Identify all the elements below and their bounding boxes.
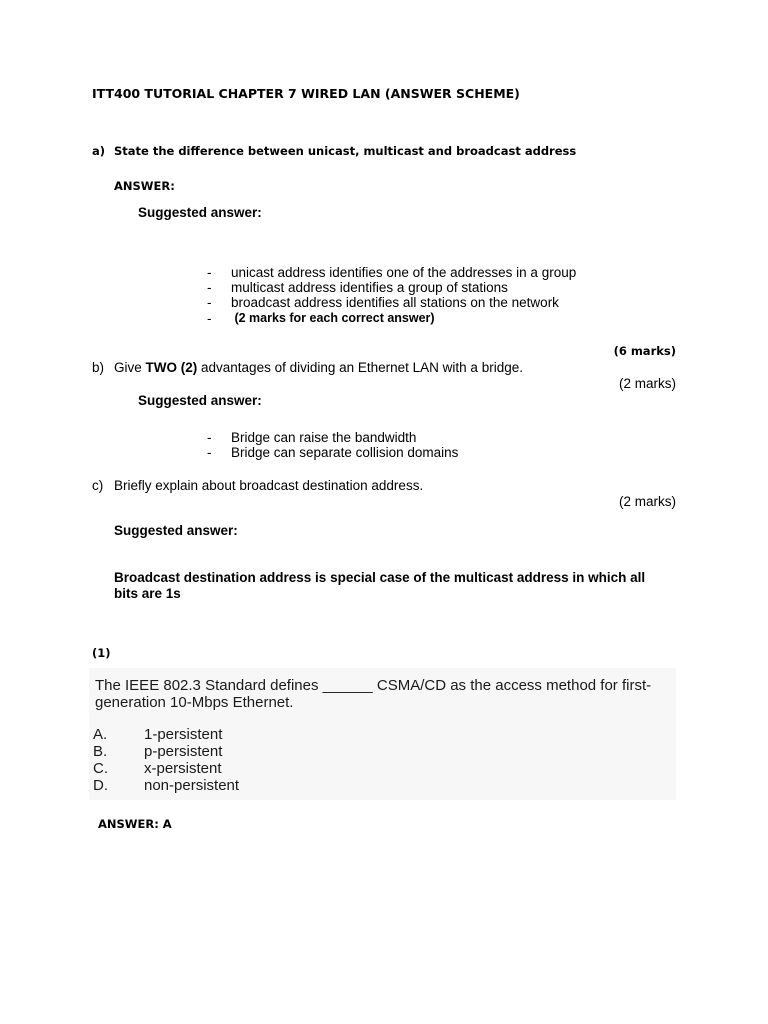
list-item: Bridge can raise the bandwidth (231, 430, 417, 445)
option-letter: D. (93, 777, 108, 794)
bullet-dash: - (207, 295, 212, 310)
option-text: x-persistent (144, 760, 222, 777)
answer-label: ANSWER: (114, 179, 175, 193)
option-text: non-persistent (144, 777, 240, 794)
list-item: multicast address identifies a group of stations (231, 280, 508, 295)
question-a-label: a) (92, 144, 106, 158)
marks-b: (2 marks) (619, 376, 676, 391)
suggested-answer-b: Suggested answer: (138, 393, 262, 408)
option-letter: B. (93, 743, 108, 760)
mcq-scanned-image (89, 668, 676, 800)
option-letter: C. (93, 760, 108, 777)
list-item: broadcast address identifies all stations on the network (231, 295, 559, 310)
mcq-answer: ANSWER: A (98, 817, 172, 831)
option-text: 1-persistent (144, 726, 223, 743)
question-b-label: b) (92, 360, 105, 375)
bullet-dash: - (207, 430, 212, 445)
suggested-answer-c: Suggested answer: (114, 523, 238, 538)
bullet-dash: - (207, 265, 212, 280)
marks-c: (2 marks) (619, 494, 676, 509)
list-item: Bridge can separate collision domains (231, 445, 459, 460)
answer-c-line-2: bits are 1s (114, 586, 181, 601)
bullet-dash: - (207, 445, 212, 460)
list-item: (2 marks for each correct answer) (231, 311, 435, 325)
option-text: p-persistent (144, 743, 223, 760)
list-item: unicast address identifies one of the addresses in a group (231, 265, 577, 280)
question-a-text: State the difference between unicast, multicast and broadcast address (114, 144, 577, 158)
option-letter: A. (93, 726, 108, 743)
page-title: ITT400 TUTORIAL CHAPTER 7 WIRED LAN (ANSWER SCHEME) (92, 86, 520, 101)
question-c-label: c) (92, 478, 104, 493)
bullet-dash: - (207, 280, 212, 295)
bullet-dash: - (207, 311, 212, 326)
mcq-question-line-2: generation 10-Mbps Ethernet. (95, 694, 294, 711)
suggested-answer-a: Suggested answer: (138, 205, 262, 220)
question-b-text: Give TWO (2) advantages of dividing an Ethernet LAN with a bridge. (114, 360, 523, 375)
marks-a: (6 marks) (613, 344, 676, 358)
mcq-number: (1) (92, 646, 111, 660)
question-c-text: Briefly explain about broadcast destination address. (114, 478, 424, 493)
answer-c-line-1: Broadcast destination address is special case of the multicast address in which all (114, 570, 646, 585)
mcq-question-line-1: The IEEE 802.3 Standard defines ______ CSMA/CD as the access method for first- (95, 677, 652, 694)
